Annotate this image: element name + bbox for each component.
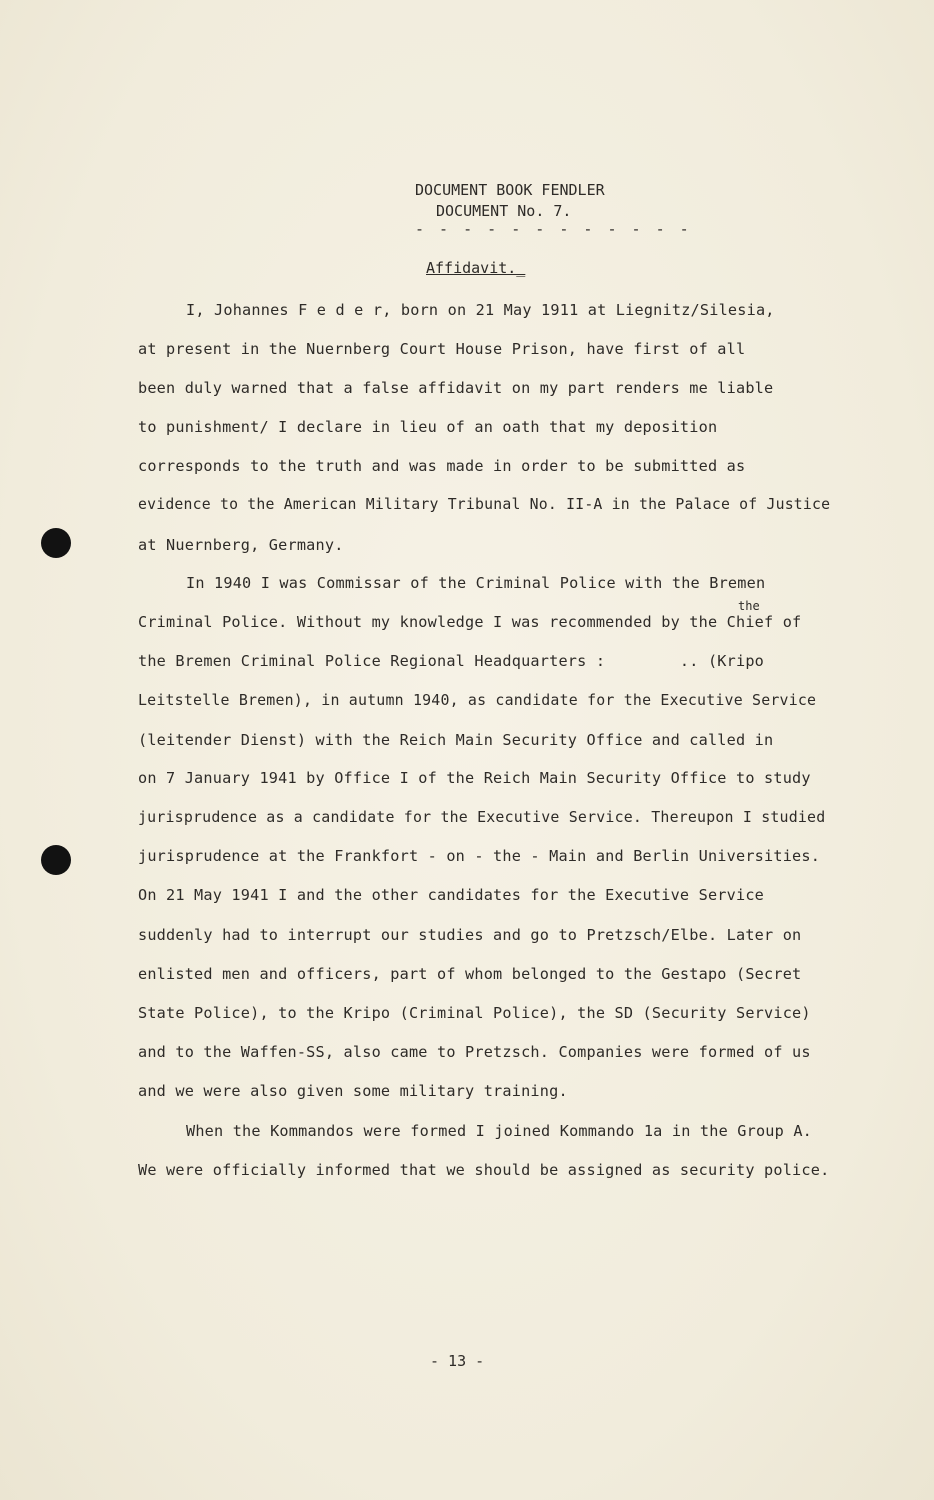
- text-line: corresponds to the truth and was made in order to be submitted as: [138, 457, 746, 475]
- punch-hole-bottom: [41, 845, 71, 875]
- text-line: and we were also given some military training.: [138, 1082, 568, 1100]
- text-line: on 7 January 1941 by Office I of the Reich Main Security Office to study: [138, 769, 811, 787]
- document-number-heading: DOCUMENT No. 7.: [436, 202, 572, 220]
- text-line: jurisprudence at the Frankfort - on - the - Main and Berlin Universities.: [138, 847, 821, 865]
- affidavit-title: Affidavit._: [426, 259, 526, 277]
- text-line: to punishment/ I declare in lieu of an oath that my deposition: [138, 418, 718, 436]
- text-line: and to the Waffen-SS, also came to Pretzsch. Companies were formed of us: [138, 1043, 811, 1061]
- text-line: at present in the Nuernberg Court House Prison, have first of all: [138, 340, 746, 358]
- text-line: (leitender Dienst) with the Reich Main Security Office and called in: [138, 731, 774, 749]
- text-line: On 21 May 1941 I and the other candidates for the Executive Service: [138, 886, 765, 904]
- text-line: enlisted men and officers, part of whom belonged to the Gestapo (Secret: [138, 965, 802, 983]
- text-line: jurisprudence as a candidate for the Executive Service. Thereupon I studied: [138, 808, 826, 826]
- text-line: In 1940 I was Commissar of the Criminal Police with the Bremen: [186, 574, 766, 592]
- document-book-heading: DOCUMENT BOOK FENDLER: [415, 181, 605, 199]
- text-line: Criminal Police. Without my knowledge I was recommended by the Chief of: [138, 613, 802, 631]
- text-line: evidence to the American Military Tribunal No. II-A in the Palace of Justice: [138, 496, 831, 513]
- text-line: When the Kommandos were formed I joined Kommando 1a in the Group A.: [186, 1122, 813, 1140]
- text-line: I, Johannes F e d e r, born on 21 May 1911 at Liegnitz/Silesia,: [186, 301, 775, 319]
- text-line: the Bremen Criminal Police Regional Headquarters : .. (Kripo: [138, 652, 765, 670]
- text-line: Leitstelle Bremen), in autumn 1940, as candidate for the Executive Service: [138, 691, 817, 709]
- heading-divider: - - - - - - - - - - - -: [415, 220, 692, 238]
- page-number: - 13 -: [430, 1352, 485, 1370]
- interlinear-insertion: the: [738, 599, 760, 613]
- text-line: been duly warned that a false affidavit on my part renders me liable: [138, 379, 774, 397]
- punch-hole-top: [41, 528, 71, 558]
- text-line: We were officially informed that we should be assigned as security police.: [138, 1161, 830, 1179]
- text-line: suddenly had to interrupt our studies and go to Pretzsch/Elbe. Later on: [138, 926, 802, 944]
- text-line: State Police), to the Kripo (Criminal Police), the SD (Security Service): [138, 1004, 811, 1022]
- text-line: at Nuernberg, Germany.: [138, 536, 344, 554]
